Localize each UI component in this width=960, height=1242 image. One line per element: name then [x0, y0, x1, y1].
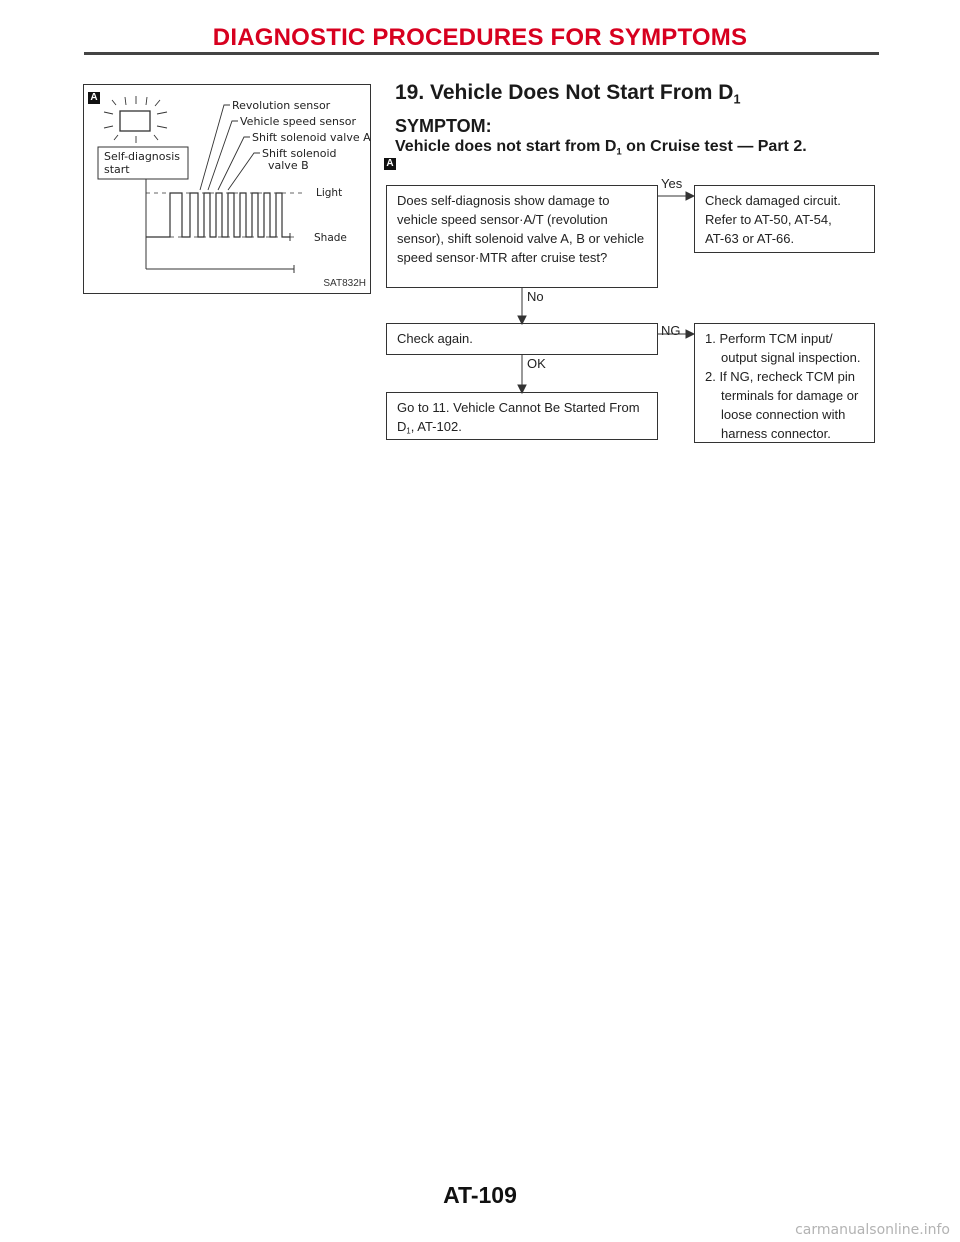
flow-box-perform-tcm-inspection	[694, 323, 875, 443]
watermark: carmanualsonline.info	[795, 1222, 950, 1238]
symptom-label: SYMPTOM:	[395, 116, 492, 136]
yes-box-line2: Refer to AT-50, AT-54,	[705, 212, 832, 227]
flow-label-ok: OK	[527, 356, 546, 371]
page-header-title: DIAGNOSTIC PROCEDURES FOR SYMPTOMS	[212, 24, 748, 51]
figure-code: SAT832H	[323, 278, 366, 289]
flow-label-no: No	[527, 289, 544, 304]
figure-badge: A	[88, 92, 100, 104]
label-revolution-sensor: Revolution sensor	[232, 99, 331, 112]
flow-label-yes: Yes	[661, 176, 683, 191]
flow-box-check-again: Check again.	[386, 323, 658, 355]
page-number: AT-109	[443, 1182, 517, 1208]
label-shade: Shade	[314, 232, 347, 244]
flow-box-self-diagnosis-question: Does self-diagnosis show damage to vehicle speed sensor·A/T (revolution sensor), shift solenoid valve A, B or vehicle speed sensor·MTR after cruise test?	[386, 185, 658, 288]
flow-box-go-to-11: Go to 11. Vehicle Cannot Be Started From $D_1$, AT-102.	[386, 392, 658, 440]
yes-box-line3: AT-63 or AT-66.	[705, 231, 795, 246]
flow-label-ng: NG	[661, 323, 681, 338]
flowchart-badge: A	[384, 158, 396, 170]
section-title: 19. Vehicle Does Not Start From $D_1$	[395, 81, 741, 107]
label-shift-solenoid-a: Shift solenoid valve A	[252, 131, 371, 144]
label-light: Light	[316, 187, 343, 199]
symptom-description: Vehicle does not start from $D_1$ on Cruise test — Part 2.	[395, 138, 807, 158]
flow-box-check-damaged-circuit	[694, 185, 875, 253]
figure-box-line2: start	[104, 163, 130, 176]
ng-box-item-2: 2. If NG, recheck TCM pin terminals for damage or loose connection with harness connector.	[705, 369, 859, 441]
figure-box-line1: Self-diagnosis	[104, 150, 181, 163]
label-shift-solenoid-b-2: valve B	[268, 159, 309, 172]
label-shift-solenoid-b-1: Shift solenoid	[262, 147, 337, 160]
yes-box-line1: Check damaged circuit.	[705, 193, 841, 208]
label-vehicle-speed-sensor: Vehicle speed sensor	[240, 115, 357, 128]
ng-box-item-1: 1. Perform TCM input/ output signal inspection.	[705, 331, 861, 365]
